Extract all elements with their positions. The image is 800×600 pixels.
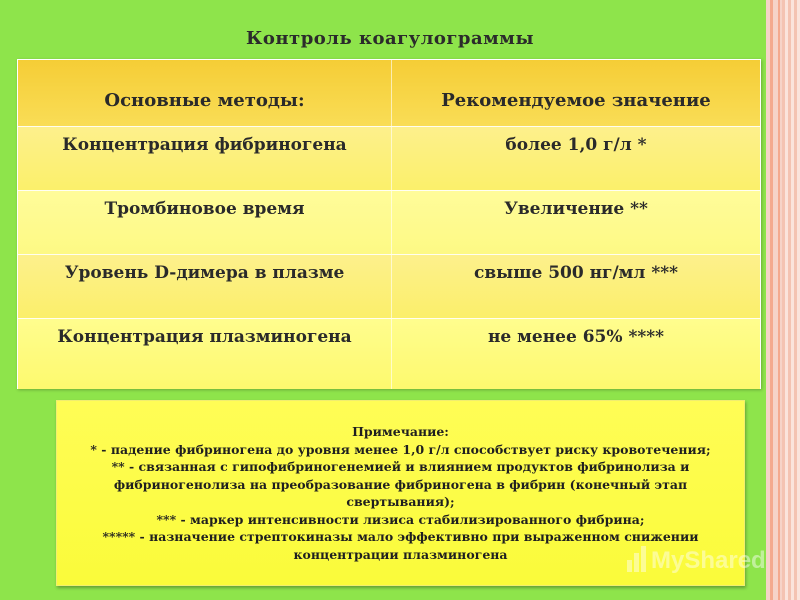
footnote-line: ** - связанная с гипофибриногенемией и влиянием продуктов фибринолиза и	[111, 459, 690, 474]
table-row	[18, 190, 760, 255]
table-row	[18, 254, 760, 319]
footnote-line: свертывания);	[346, 494, 455, 509]
table-cell-method: Уровень D-димера в плазме	[64, 263, 345, 283]
table-cell-method: Тромбиновое время	[104, 199, 305, 219]
coagulogram-table	[17, 59, 761, 389]
table-row	[18, 126, 760, 191]
table-header-value: Рекомендуемое значение	[391, 60, 760, 126]
table-row	[18, 318, 760, 389]
bar-chart-icon	[625, 540, 765, 576]
page-title: Контроль коагулограммы	[246, 28, 534, 49]
table-cell-value: свыше 500 нг/мл ***	[391, 255, 760, 319]
table-cell-method: Концентрация плазминогена	[57, 327, 352, 347]
watermark-logo	[625, 540, 765, 576]
footnote-line: * - падение фибриногена до уровня менее 1,0 г/л способствует риску кровотечения;	[90, 441, 711, 457]
decorative-stripes	[782, 0, 800, 600]
table-header-row	[18, 60, 760, 126]
footnote-line: фибриногенолиза на преобразование фибриногена в фибрин (конечный этап	[113, 476, 688, 492]
table-header-methods: Основные методы:	[104, 90, 305, 111]
table-cell-method: Концентрация фибриногена	[62, 135, 347, 155]
table-cell-value: не менее 65% ****	[391, 319, 760, 389]
decorative-line	[770, 0, 773, 600]
decorative-line	[778, 0, 780, 600]
watermark-text: MyShared	[651, 547, 765, 574]
footnote-line: концентрации плазминогена	[293, 546, 508, 562]
footnote-line: *** - маркер интенсивности лизиса стабилизированного фибрина;	[156, 511, 645, 527]
decorative-side-strip	[766, 0, 800, 600]
table-cell-value: более 1,0 г/л *	[391, 127, 760, 191]
footnote-heading: Примечание:	[352, 424, 449, 439]
footnote-line: ***** - назначение стрептокиназы мало эффективно при выраженном снижении	[102, 529, 699, 544]
table-cell-value: Увеличение **	[391, 191, 760, 255]
